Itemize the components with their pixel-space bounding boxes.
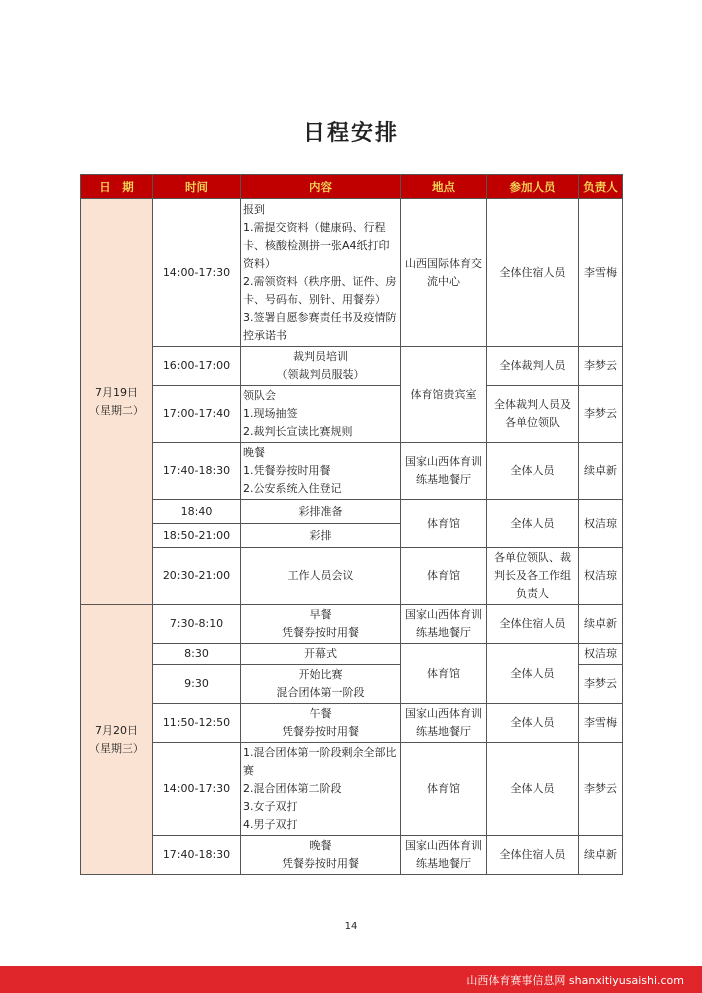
- header-content: 内容: [241, 175, 401, 199]
- date-cell-day2: [81, 605, 153, 875]
- content-cell: 晚餐 1.凭餐券按时用餐 2.公安系统入住登记: [241, 443, 401, 500]
- owner-cell: 权洁琼: [579, 548, 623, 605]
- content-cell: 彩排准备: [241, 500, 401, 524]
- content-cell: 开幕式: [241, 644, 401, 665]
- participants-cell: 全体人员: [487, 644, 579, 704]
- table-header-row: [81, 175, 623, 199]
- location-cell: 国家山西体育训练基地餐厅: [401, 836, 487, 875]
- time-cell: 8:30: [153, 644, 241, 665]
- content-cell: 裁判员培训 （领裁判员服装）: [241, 347, 401, 386]
- owner-cell: 权洁琼: [579, 500, 623, 548]
- owner-cell: 李雪梅: [579, 704, 623, 743]
- time-cell: 7:30-8:10: [153, 605, 241, 644]
- time-cell: 17:40-18:30: [153, 443, 241, 500]
- table-row: [81, 605, 623, 644]
- table-row: [81, 704, 623, 743]
- time-cell: 14:00-17:30: [153, 199, 241, 347]
- location-cell: 山西国际体育交流中心: [401, 199, 487, 347]
- participants-cell: 全体裁判人员及各单位领队: [487, 386, 579, 443]
- location-cell: 国家山西体育训练基地餐厅: [401, 704, 487, 743]
- table-row: [81, 347, 623, 386]
- time-cell: 20:30-21:00: [153, 548, 241, 605]
- participants-cell: 全体人员: [487, 704, 579, 743]
- participants-cell: 全体人员: [487, 443, 579, 500]
- header-time: 时间: [153, 175, 241, 199]
- weekday-label: （星期三）: [89, 741, 144, 755]
- owner-cell: 李雪梅: [579, 199, 623, 347]
- location-cell: 体育馆: [401, 743, 487, 836]
- owner-cell: 续卓新: [579, 836, 623, 875]
- header-owner: 负责人: [579, 175, 623, 199]
- time-cell: 17:00-17:40: [153, 386, 241, 443]
- header-date: 日 期: [81, 175, 153, 199]
- owner-cell: 李梦云: [579, 743, 623, 836]
- table-row: [81, 199, 623, 347]
- location-cell: 体育馆贵宾室: [401, 347, 487, 443]
- content-cell: 报到 1.需提交资料（健康码、行程卡、核酸检测拼一张A4纸打印资料） 2.需领资料（秩序册、证件、房卡、号码布、别针、用餐券） 3.签署自愿参赛责任书及疫情防控承诺书: [241, 199, 401, 347]
- time-cell: 18:40: [153, 500, 241, 524]
- participants-cell: 全体住宿人员: [487, 605, 579, 644]
- time-cell: 9:30: [153, 665, 241, 704]
- table-row: [81, 644, 623, 665]
- table-row: [81, 548, 623, 605]
- content-cell: 工作人员会议: [241, 548, 401, 605]
- time-cell: 16:00-17:00: [153, 347, 241, 386]
- participants-cell: 各单位领队、裁判长及各工作组负责人: [487, 548, 579, 605]
- location-cell: 国家山西体育训练基地餐厅: [401, 605, 487, 644]
- participants-cell: 全体住宿人员: [487, 836, 579, 875]
- table-row: [81, 443, 623, 500]
- header-participants: 参加人员: [487, 175, 579, 199]
- date-label: 7月19日: [95, 385, 138, 399]
- table-row: [81, 743, 623, 836]
- time-cell: 14:00-17:30: [153, 743, 241, 836]
- participants-cell: 全体人员: [487, 743, 579, 836]
- location-cell: 体育馆: [401, 500, 487, 548]
- date-cell-day1: [81, 199, 153, 605]
- weekday-label: （星期二）: [89, 403, 144, 417]
- participants-cell: 全体裁判人员: [487, 347, 579, 386]
- content-cell: 晚餐 凭餐券按时用餐: [241, 836, 401, 875]
- table-row: [81, 386, 623, 443]
- date-label: 7月20日: [95, 723, 138, 737]
- owner-cell: 权洁琼: [579, 644, 623, 665]
- time-cell: 18:50-21:00: [153, 524, 241, 548]
- content-cell: 午餐 凭餐券按时用餐: [241, 704, 401, 743]
- content-cell: 领队会 1.现场抽签 2.裁判长宣读比赛规则: [241, 386, 401, 443]
- participants-cell: 全体住宿人员: [487, 199, 579, 347]
- content-cell: 开始比赛 混合团体第一阶段: [241, 665, 401, 704]
- schedule-table: [80, 174, 623, 875]
- footer-bar: [0, 966, 702, 993]
- participants-cell: 全体人员: [487, 500, 579, 548]
- location-cell: 国家山西体育训练基地餐厅: [401, 443, 487, 500]
- table-row: [81, 500, 623, 524]
- content-cell: 彩排: [241, 524, 401, 548]
- location-cell: 体育馆: [401, 548, 487, 605]
- owner-cell: 续卓新: [579, 605, 623, 644]
- location-cell: 体育馆: [401, 644, 487, 704]
- footer-site-link[interactable]: 山西体育赛事信息网 shanxitiyusaishi.com: [466, 974, 684, 987]
- content-cell: 早餐 凭餐券按时用餐: [241, 605, 401, 644]
- header-location: 地点: [401, 175, 487, 199]
- content-cell: 1.混合团体第一阶段剩余全部比赛 2.混合团体第二阶段 3.女子双打 4.男子双打: [241, 743, 401, 836]
- owner-cell: 李梦云: [579, 665, 623, 704]
- page-number: 14: [344, 921, 358, 932]
- owner-cell: 李梦云: [579, 347, 623, 386]
- time-cell: 11:50-12:50: [153, 704, 241, 743]
- page-title: 日程安排: [302, 121, 399, 146]
- owner-cell: 续卓新: [579, 443, 623, 500]
- time-cell: 17:40-18:30: [153, 836, 241, 875]
- table-row: [81, 836, 623, 875]
- owner-cell: 李梦云: [579, 386, 623, 443]
